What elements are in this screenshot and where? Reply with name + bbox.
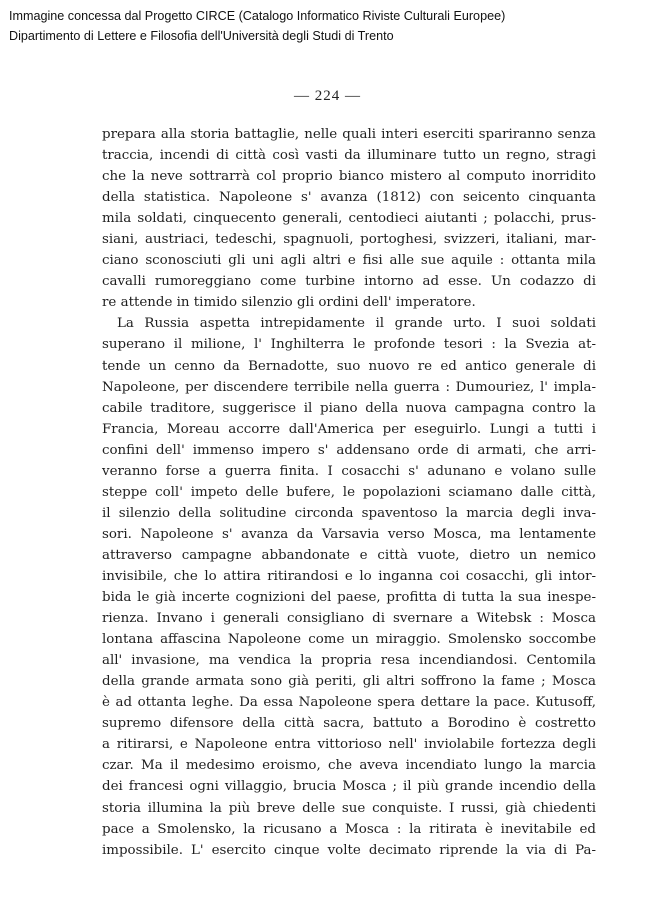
text-line: pace a Smolensko, la ricusano a Mosca : la ritirata è inevitabile ed bbox=[102, 821, 596, 837]
text-line: prepara alla storia battaglie, nelle quali interi eserciti spariranno senza bbox=[102, 127, 596, 142]
text-line: Napoleone, per discendere terribile nella guerra : Dumouriez, l' impla- bbox=[102, 379, 596, 395]
text-line: czar. Ma il medesimo eroismo, che aveva incendiato lungo la marcia bbox=[102, 758, 596, 774]
text-line: lontana affascina Napoleone come un miraggio. Smolensko soccombe bbox=[102, 632, 596, 648]
paragraph-end-line: re attende in timido silenzio gli ordini dell' imperatore. bbox=[102, 295, 476, 311]
page-number: — 224 — bbox=[294, 88, 361, 104]
text-line: superano il milione, l' Inghilterra le profonde tesori : la Svezia at- bbox=[102, 337, 596, 353]
text-line: tende un cenno da Bernadotte, suo nuovo re ed antico generale di bbox=[102, 358, 596, 374]
credit-line-1: Immagine concessa dal Progetto CIRCE (Catalogo Informatico Riviste Culturali Europee) bbox=[9, 9, 506, 23]
text-line: all' invasione, ma vendica la propria resa incendiandosi. Centomila bbox=[102, 653, 596, 669]
paragraph-start-line: La Russia aspetta intrepidamente il grande urto. I suoi soldati bbox=[117, 316, 596, 332]
body-text bbox=[102, 124, 596, 861]
text-line: il silenzio della solitudine circonda spaventoso la marcia degli inva- bbox=[102, 505, 596, 521]
credit-line-2: Dipartimento di Lettere e Filosofia dell'Università degli Studi di Trento bbox=[9, 29, 394, 43]
text-line: sori. Napoleone s' avanza da Varsavia verso Mosca, ma lentamente bbox=[102, 526, 596, 542]
text-line: mila soldati, cinquecento generali, centodieci aiutanti ; polacchi, prus- bbox=[102, 211, 596, 227]
text-line: steppe coll' impeto delle bufere, le popolazioni sciamano dalle città, bbox=[102, 484, 596, 500]
text-line: bida le già incerte cognizioni del paese, profitta di tutta la sua inespe- bbox=[102, 590, 596, 606]
text-line: della grande armata sono già periti, gli altri soffrono la fame ; Mosca bbox=[102, 674, 596, 690]
text-line: veranno forse a guerra finita. I cosacchi s' adunano e volano sulle bbox=[102, 463, 596, 479]
text-line: attraverso campagne abbandonate e città vuote, dietro un nemico bbox=[102, 547, 596, 563]
text-line: ciano sconosciuti gli uni agli altri e fisi alle sue aquile : ottanta mila bbox=[102, 253, 596, 269]
text-line: invisibile, che lo attira ritirandosi e lo inganna coi cosacchi, gli intor- bbox=[102, 568, 596, 584]
text-line: impossibile. L' esercito cinque volte decimato riprende la via di Pa- bbox=[102, 842, 596, 858]
text-line: supremo difensore della città sacra, battuto a Borodino è costretto bbox=[102, 716, 596, 732]
text-line: rienza. Invano i generali consigliano di svernare a Witebsk : Mosca bbox=[102, 611, 596, 627]
text-line: siani, austriaci, tedeschi, spagnuoli, portoghesi, svizzeri, italiani, mar- bbox=[102, 232, 596, 248]
text-line: a ritirarsi, e Napoleone entra vittorioso nell' inviolabile fortezza degli bbox=[102, 737, 596, 753]
text-line: storia illumina la più breve delle sue conquiste. I russi, già chiedenti bbox=[102, 800, 596, 816]
text-line: cavalli rumoreggiano come turbine intorno ad esse. Un codazzo di bbox=[102, 274, 596, 290]
text-line: dei francesi ogni villaggio, brucia Mosca ; il più grande incendio della bbox=[102, 779, 596, 795]
text-line: traccia, incendi di città così vasti da illuminare tutto un regno, stragi bbox=[102, 148, 596, 164]
text-line: della statistica. Napoleone s' avanza (1812) con seicento cinquanta bbox=[102, 190, 596, 206]
text-line: è ad ottanta leghe. Da essa Napoleone spera dettare la pace. Kutusoff, bbox=[102, 695, 596, 711]
text-line: cabile traditore, suggerisce il piano della nuova campagna contro la bbox=[102, 400, 596, 416]
text-line: Francia, Moreau accorre dall'America per eseguirlo. Lungi a tutti i bbox=[102, 421, 596, 437]
text-line: che la neve sottrarrà col proprio bianco mistero al computo inorridito bbox=[102, 169, 596, 185]
text-line: confini dell' immenso impero s' addensano orde di armati, che arri- bbox=[102, 442, 596, 458]
